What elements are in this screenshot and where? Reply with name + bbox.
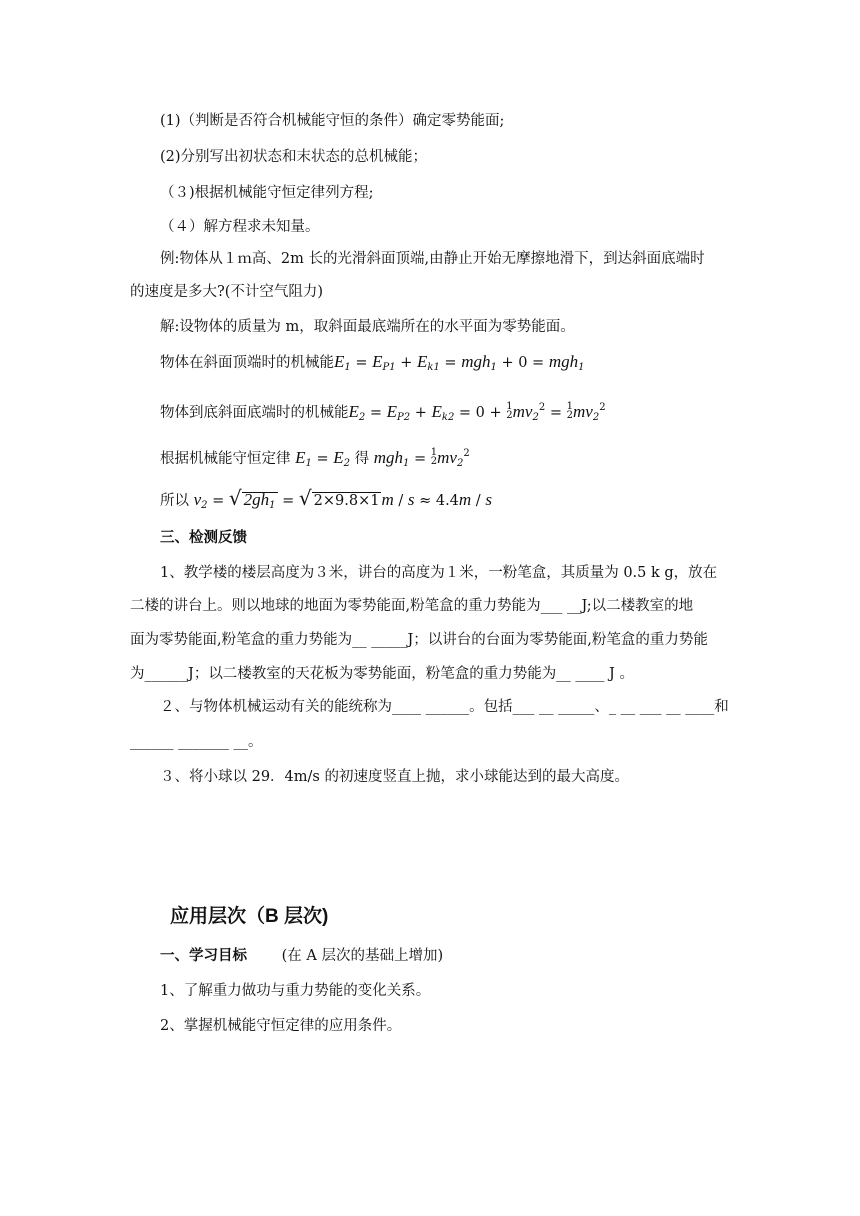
equation-conservation: 根据机械能守恒定律 $E_1 = E_2$ 得 mgh$_1$ = 1 $2mv_2^2$: [160, 447, 470, 469]
question-2-line-2: ______ _______ __。: [130, 734, 263, 750]
example-line-2: 的速度是多大?(不计空气阻力): [130, 284, 324, 300]
equation-result: 所以 $v_2$ = √ $2gh_1$ = √ 2×9.8×1 m / s ≈ 4.4m / s: [160, 486, 492, 511]
equation-bottom-energy: 物体到底斜面底端时的机械能$E_2 = E_{P2} + E_{k2} = 0 + 1$ $2mv_2^2 = 1$ $2mv_2^2$: [160, 401, 606, 423]
equation-top-energy: 物体在斜面顶端时的机械能$E_1 = E_{P1} + E_{k1} = mgh_1 + 0 = mgh_1$: [160, 352, 585, 373]
learning-goal-note: (在 A 层次的基础上增加): [281, 948, 444, 964]
step-3: （３)根据机械能守恒定律列方程;: [160, 185, 374, 201]
goal-2: 2、掌握机械能守恒定律的应用条件。: [160, 1018, 402, 1034]
step-2: (2)分别写出初状态和末状态的总机械能；: [160, 149, 428, 165]
learning-goal-line: [160, 946, 443, 966]
section-3-heading: 三、检测反馈: [160, 529, 247, 546]
step-1: (1)（判断是否符合机械能守恒的条件）确定零势能面;: [160, 113, 505, 129]
learning-goal-heading: 一、学习目标: [160, 947, 247, 964]
example-line-1: 例:物体从１ｍ高、2m 长的光滑斜面顶端,由静止开始无摩擦地滑下，到达斜面底端时: [160, 251, 705, 267]
solution-line: 解:设物体的质量为 m，取斜面最底端所在的水平面为零势能面。: [160, 319, 575, 335]
question-3: ３、将小球以 29．4m/s 的初速度竖直上抛，求小球能达到的最大高度。: [160, 769, 629, 785]
question-1-line-2: 二楼的讲台上。则以地球的地面为零势能面,粉笔盒的重力势能为___ __J;以二楼教室的地: [130, 598, 694, 614]
question-1-line-1: 1、教学楼的楼层高度为３米，讲台的高度为１米，一粉笔盒，其质量为 0.5 k g，放在: [160, 565, 718, 581]
goal-1: 1、了解重力做功与重力势能的变化关系。: [160, 983, 431, 999]
question-1-line-3: 面为零势能面,粉笔盒的重力势能为__ _____J；以讲台的台面为零势能面,粉笔盒的重力势能: [130, 632, 708, 648]
level-b-title: 应用层次（B 层次): [170, 906, 329, 927]
question-1-line-4: 为______J；以二楼教室的天花板为零势能面，粉笔盒的重力势能为__ ____ J 。: [130, 666, 634, 682]
question-2-line-1: ２、与物体机械运动有关的能统称为____ ______。包括___ __ _____、_ __ ___ __ ____和: [160, 699, 729, 715]
step-4: （４）解方程求未知量。: [160, 219, 320, 235]
